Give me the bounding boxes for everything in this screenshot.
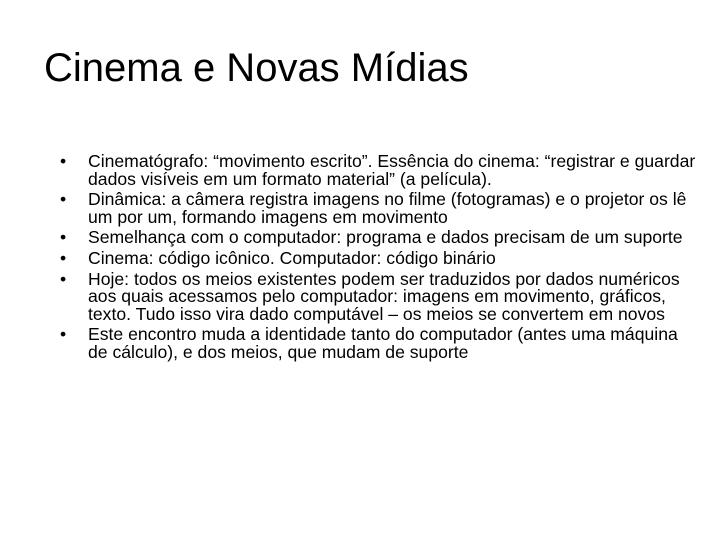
bullet-item	[60, 229, 700, 247]
bullet-text: Semelhança com o computador: programa e dados precisam de um suporte	[88, 227, 683, 248]
bullet-item	[60, 326, 700, 361]
bullet-text: Cinema: código icônico. Computador: código binário	[88, 247, 496, 268]
bullet-text: Hoje: todos os meios existentes podem ser traduzidos por dados numéricos aos quais acessamos pelo computador: imagens em movimento, gráficos, texto. Tudo isso vira dado computável – os meios se convertem em novos	[88, 268, 680, 324]
bullet-text: Este encontro muda a identidade tanto do computador (antes uma máquina de cálculo), e dos meios, que mudam de suporte	[88, 324, 678, 362]
bullet-item	[60, 153, 700, 188]
bullet-marker: •	[60, 247, 67, 268]
bullet-item	[60, 247, 700, 268]
bullet-item	[60, 191, 700, 226]
bullet-marker: •	[60, 324, 67, 345]
bullet-text: Cinematógrafo: “movimento escrito”. Essência do cinema: “registrar e guardar dados visíveis em um formato material” (a película).	[88, 151, 696, 189]
bullet-item	[60, 268, 700, 324]
bullet-list	[60, 153, 700, 365]
slide-title: Cinema e Novas Mídias	[44, 46, 469, 90]
bullet-text: Dinâmica: a câmera registra imagens no filme (fotogramas) e o projetor os lê um por um, formando imagens em movimento	[88, 189, 687, 227]
bullet-marker: •	[60, 268, 67, 289]
bullet-marker: •	[60, 151, 67, 171]
bullet-marker: •	[60, 227, 67, 248]
bullet-marker: •	[60, 189, 67, 210]
